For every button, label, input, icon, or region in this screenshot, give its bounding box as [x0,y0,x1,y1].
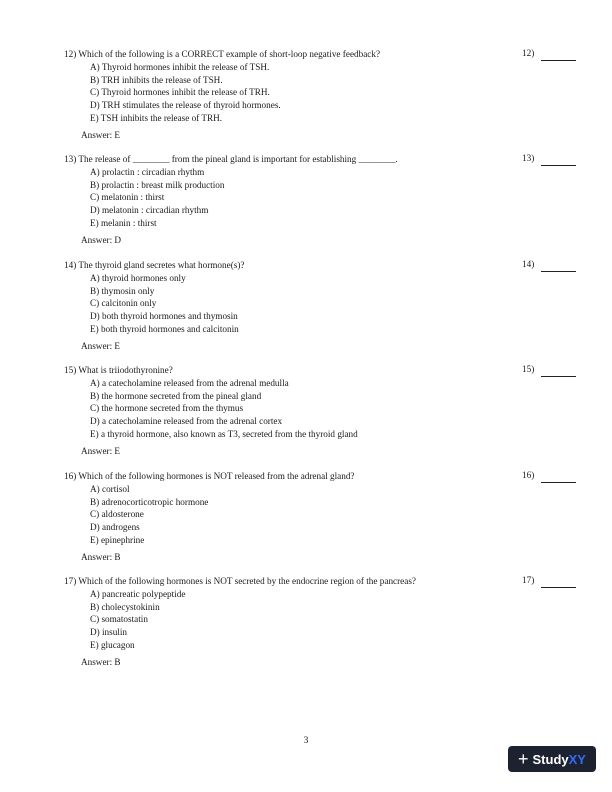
option-d: D) a catecholamine released from the adrenal cortex [90,416,283,427]
question-block [64,153,584,247]
question-number: 14) [522,259,535,269]
question-stem: 17) Which of the following hormones is NOT secreted by the endocrine region of the pancreas? [64,576,416,586]
answer-text: Answer: E [81,340,121,351]
option-c: C) melatonin : thirst [90,192,165,203]
options-list [64,166,584,230]
question-block [64,48,584,142]
option-c: C) Thyroid hormones inhibit the release of TRH. [90,87,270,98]
answer-blank[interactable] [541,271,576,272]
option-b: B) the hormone secreted from the pineal gland [90,390,262,401]
studyxy-badge[interactable] [508,746,596,772]
option-c: C) the hormone secreted from the thymus [90,403,244,414]
page-number: 3 [303,736,309,746]
plus-icon: + [518,749,529,769]
option-d: D) melatonin : circadian rhythm [90,205,209,216]
answer-text: Answer: B [81,656,121,667]
option-d: D) insulin [90,627,128,638]
option-e: E) a thyroid hormone, also known as T3, secreted from the thyroid gland [90,428,358,439]
question-block [64,575,584,669]
answer-blank[interactable] [541,60,576,61]
option-e: E) glucagon [90,639,135,650]
answer-blank[interactable] [541,165,576,166]
question-number: 15) [522,364,535,374]
option-b: B) TRH inhibits the release of TSH. [90,74,223,85]
options-list [64,377,584,441]
option-c: C) somatostatin [90,614,148,625]
question-stem: 12) Which of the following is a CORRECT example of short-loop negative feedback? [64,49,381,59]
option-a: A) prolactin : circadian rhythm [90,166,205,177]
option-e: E) melanin : thirst [90,217,157,228]
option-b: B) thymosin only [90,285,155,296]
option-c: C) aldosterone [90,509,144,520]
answer-text: Answer: E [81,445,121,456]
options-list [64,483,584,547]
brand-accent: XY [568,751,586,767]
answer-blank[interactable] [541,482,576,483]
options-list [64,588,584,652]
question-stem: 15) What is triiodothyronine? [64,365,173,375]
option-d: D) androgens [90,522,140,533]
question-stem: 14) The thyroid gland secretes what hormone(s)? [64,260,245,270]
options-list [64,61,584,125]
question-number: 13) [522,153,535,163]
option-a: A) cortisol [90,483,130,494]
question-block [64,364,584,458]
option-e: E) epinephrine [90,534,145,545]
option-b: B) cholecystokinin [90,601,160,612]
option-e: E) TSH inhibits the release of TRH. [90,112,223,123]
answer-blank[interactable] [541,376,576,377]
question-number: 16) [522,470,535,480]
answer-text: Answer: B [81,551,121,562]
question-number: 17) [522,575,535,585]
option-c: C) calcitonin only [90,298,157,309]
option-a: A) thyroid hormones only [90,272,186,283]
option-b: B) adrenocorticotropic hormone [90,496,209,507]
option-b: B) prolactin : breast milk production [90,179,225,190]
question-block [64,259,584,353]
answer-blank[interactable] [541,587,576,588]
options-list [64,272,584,336]
option-d: D) TRH stimulates the release of thyroid hormones. [90,100,281,111]
question-stem: 16) Which of the following hormones is NOT released from the adrenal gland? [64,471,355,481]
question-block [64,470,584,564]
question-number: 12) [522,48,535,58]
option-a: A) pancreatic polypeptide [90,588,186,599]
option-a: A) a catecholamine released from the adrenal medulla [90,377,289,388]
answer-text: Answer: D [81,234,122,245]
option-a: A) Thyroid hormones inhibit the release of TSH. [90,61,270,72]
option-e: E) both thyroid hormones and calcitonin [90,323,239,334]
option-d: D) both thyroid hormones and thymosin [90,311,238,322]
answer-text: Answer: E [81,129,121,140]
brand-main: Study [532,751,569,767]
question-stem: 13) The release of ________ from the pineal gland is important for establishing ________. [64,154,398,164]
